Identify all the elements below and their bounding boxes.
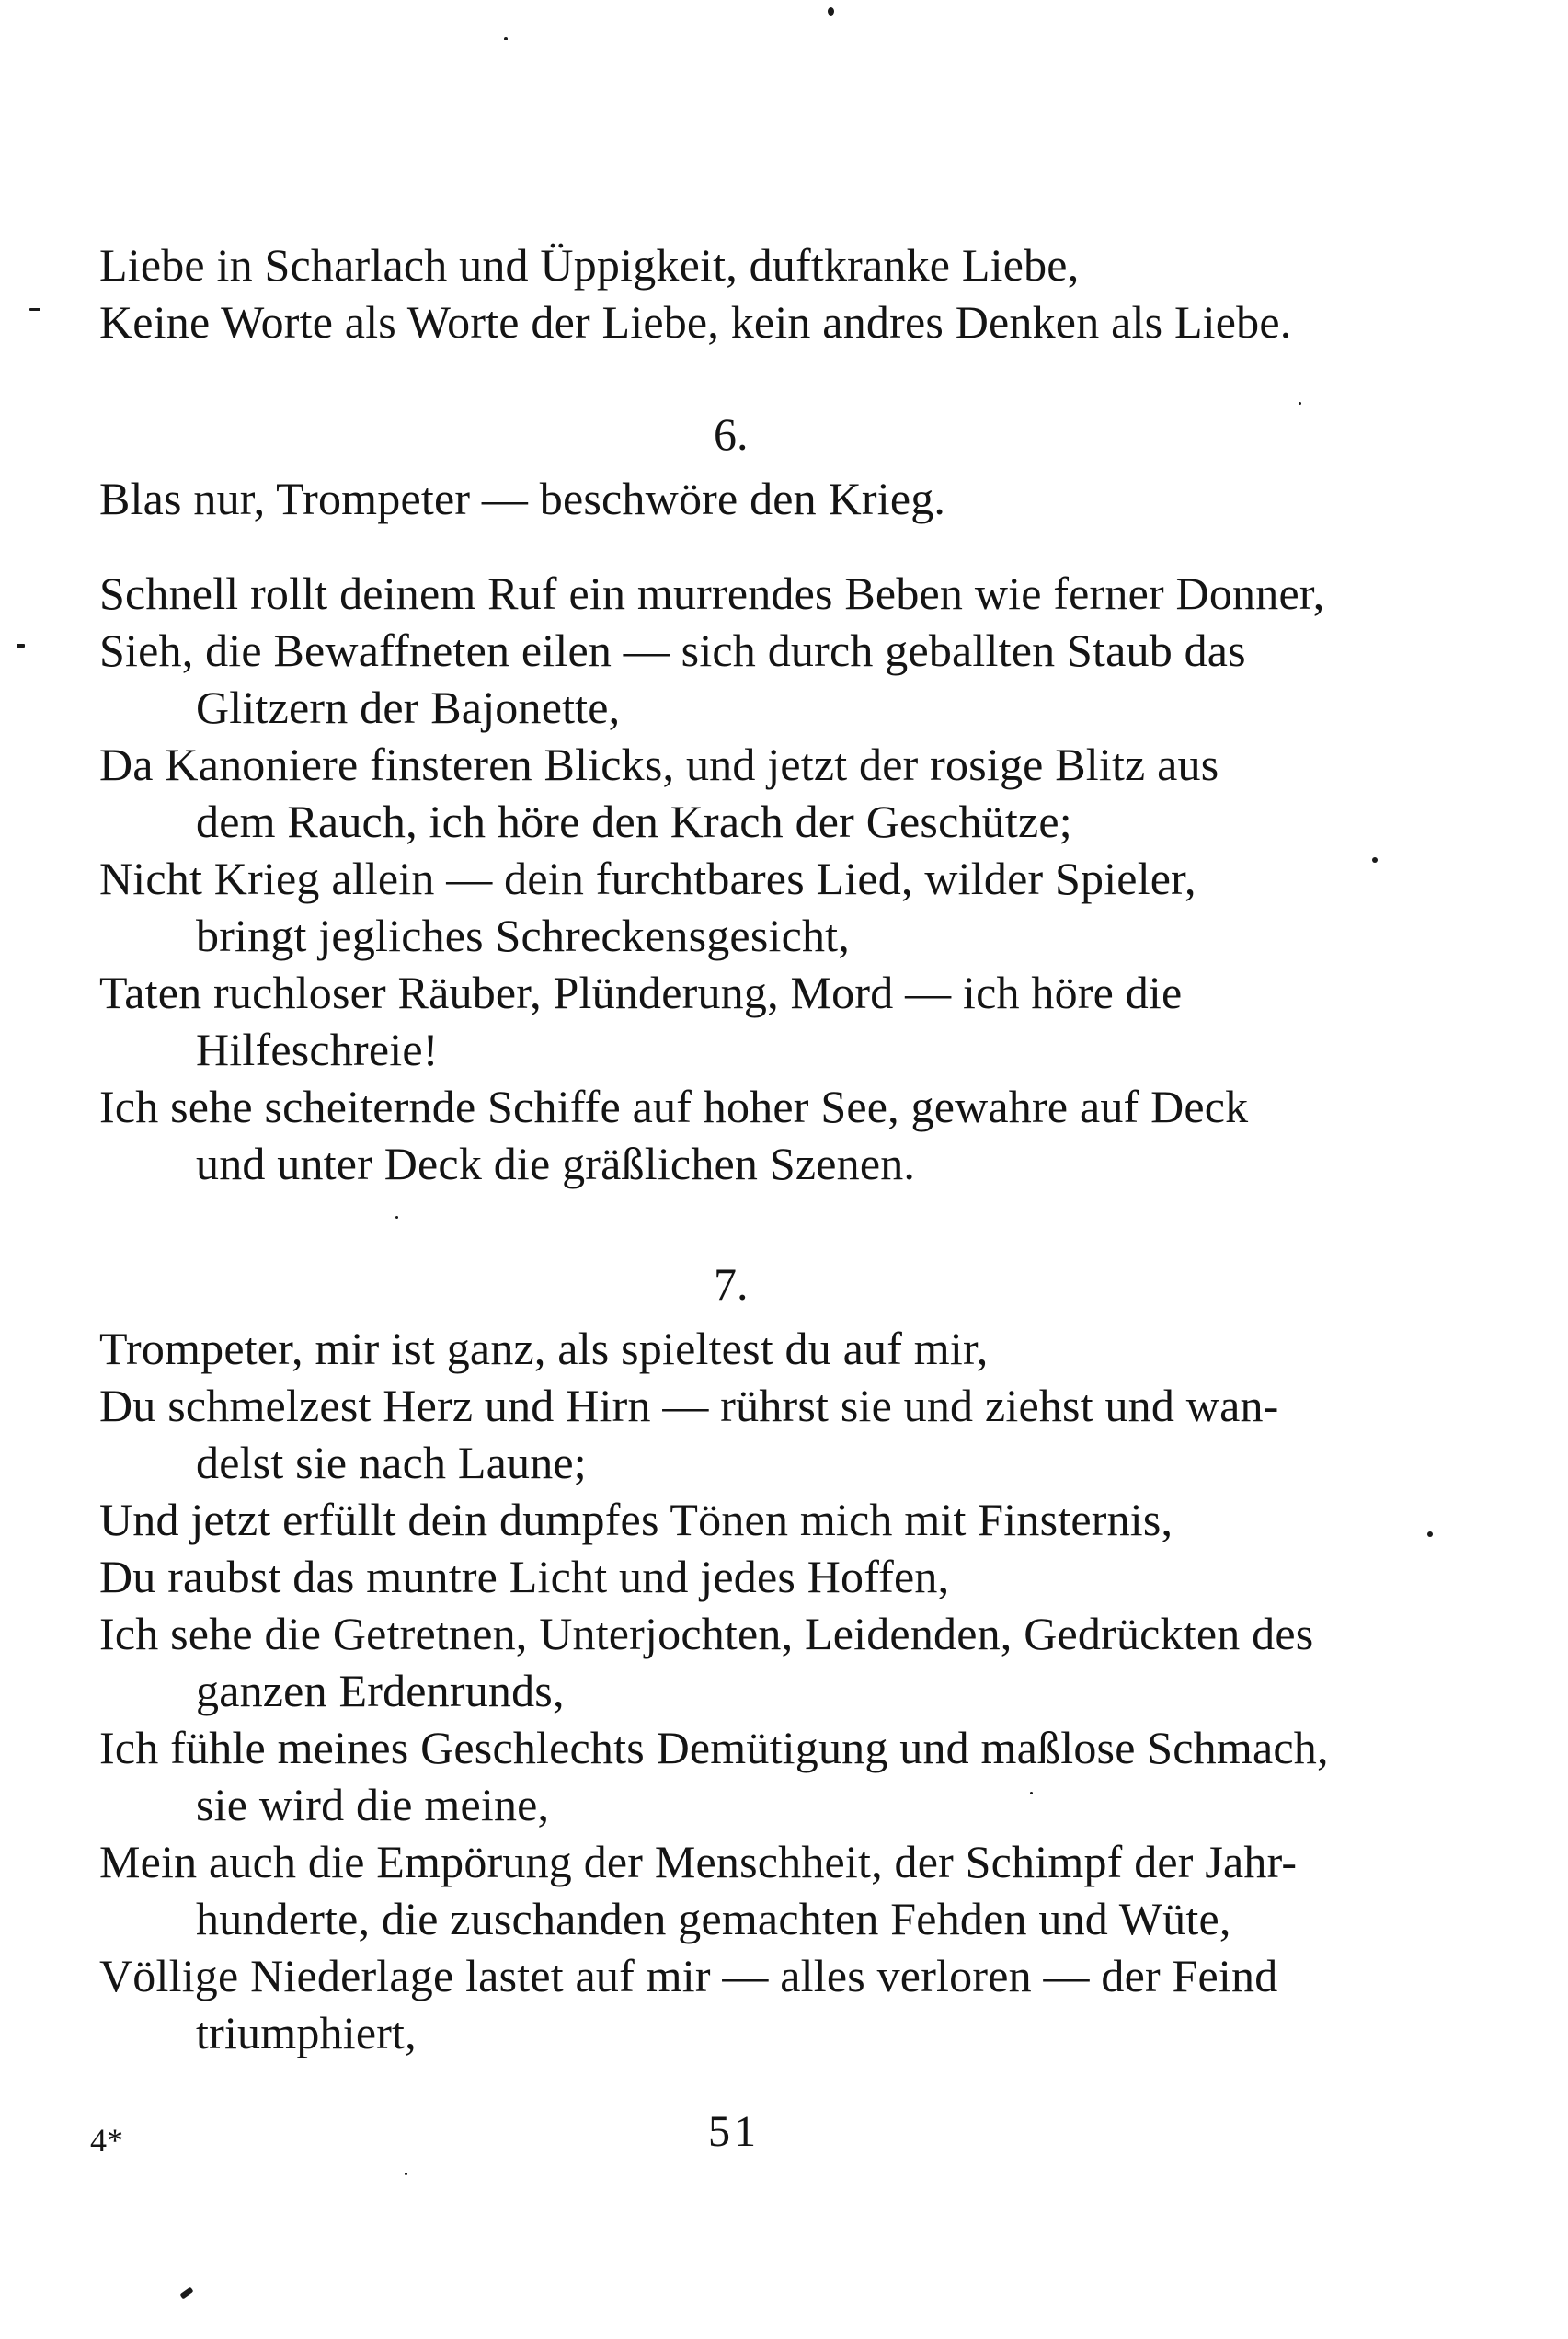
verse-line-continuation: und unter Deck die gräßlichen Szenen. — [196, 1138, 916, 1189]
verse-line-continuation: sie wird die meine, — [196, 1779, 550, 1830]
verse-line-continuation: hunderte, die zuschanden gemachten Fehden und Wüte, — [196, 1893, 1231, 1944]
scan-speck — [1427, 1531, 1433, 1537]
verse-line-continuation: dem Rauch, ich höre den Krach der Geschütze; — [196, 796, 1072, 847]
verse-line-continuation: delst sie nach Laune; — [196, 1437, 587, 1488]
verse-line: Taten ruchloser Räuber, Plünderung, Mord — ich höre die — [99, 967, 1183, 1018]
section-6-opening — [99, 470, 1396, 527]
scan-speck — [395, 1216, 398, 1219]
verse-line-continuation: bringt jegliches Schreckensgesicht, — [196, 910, 850, 961]
section-number-6: 6. — [714, 408, 749, 460]
scan-speck — [180, 2287, 194, 2299]
scan-speck — [504, 37, 508, 40]
section-6-stanza — [99, 565, 1396, 1192]
section-number-7: 7. — [714, 1258, 749, 1310]
scan-speck — [1299, 402, 1301, 405]
verse-line: Blas nur, Trompeter — beschwöre den Krieg. — [99, 473, 946, 524]
intro-stanza — [99, 236, 1396, 350]
verse-line: Sieh, die Bewaffneten eilen — sich durch geballten Staub das — [99, 625, 1246, 676]
scan-speck — [29, 308, 40, 311]
verse-line: Ich sehe scheiternde Schiffe auf hoher See, gewahre auf Deck — [99, 1081, 1249, 1132]
verse-line: Nicht Krieg allein — dein furchtbares Lied, wilder Spieler, — [99, 853, 1196, 904]
verse-line: Völlige Niederlage lastet auf mir — alles verloren — der Feind — [99, 1950, 1278, 2001]
verse-line: Keine Worte als Worte der Liebe, kein andres Denken als Liebe. — [99, 296, 1292, 348]
scan-speck — [405, 2173, 407, 2175]
section-7-stanza — [99, 1320, 1396, 2061]
verse-line: Liebe in Scharlach und Üppigkeit, duftkranke Liebe, — [99, 239, 1080, 291]
verse-line: Mein auch die Empörung der Menschheit, der Schimpf der Jahr- — [99, 1836, 1298, 1887]
verse-line: Und jetzt erfüllt dein dumpfes Tönen mich mit Finsternis, — [99, 1494, 1173, 1545]
verse-line-continuation: triumphiert, — [196, 2007, 417, 2058]
verse-line: Du raubst das muntre Licht und jedes Hoffen, — [99, 1551, 950, 1602]
verse-line-continuation: Hilfeschreie! — [196, 1024, 439, 1075]
verse-line-continuation: ganzen Erdenrunds, — [196, 1665, 565, 1716]
scan-speck — [1030, 1792, 1033, 1794]
verse-line: Ich sehe die Getretnen, Unterjochten, Leidenden, Gedrückten des — [99, 1608, 1314, 1659]
verse-line: Ich fühle meines Geschlechts Demütigung und maßlose Schmach, — [99, 1722, 1329, 1773]
scan-speck — [17, 644, 25, 648]
scan-speck — [828, 7, 834, 16]
verse-line: Da Kanoniere finsteren Blicks, und jetzt der rosige Blitz aus — [99, 739, 1219, 790]
verse-line-continuation: Glitzern der Bajonette, — [196, 682, 621, 733]
signature-mark: 4* — [90, 2122, 123, 2159]
scan-speck — [1372, 857, 1378, 863]
verse-line: Du schmelzest Herz und Hirn — rührst sie und ziehst und wan- — [99, 1380, 1279, 1431]
verse-line: Trompeter, mir ist ganz, als spieltest du auf mir, — [99, 1323, 989, 1374]
verse-line: Schnell rollt deinem Ruf ein murrendes Beben wie ferner Donner, — [99, 568, 1325, 619]
page-number: 51 — [708, 2107, 760, 2156]
